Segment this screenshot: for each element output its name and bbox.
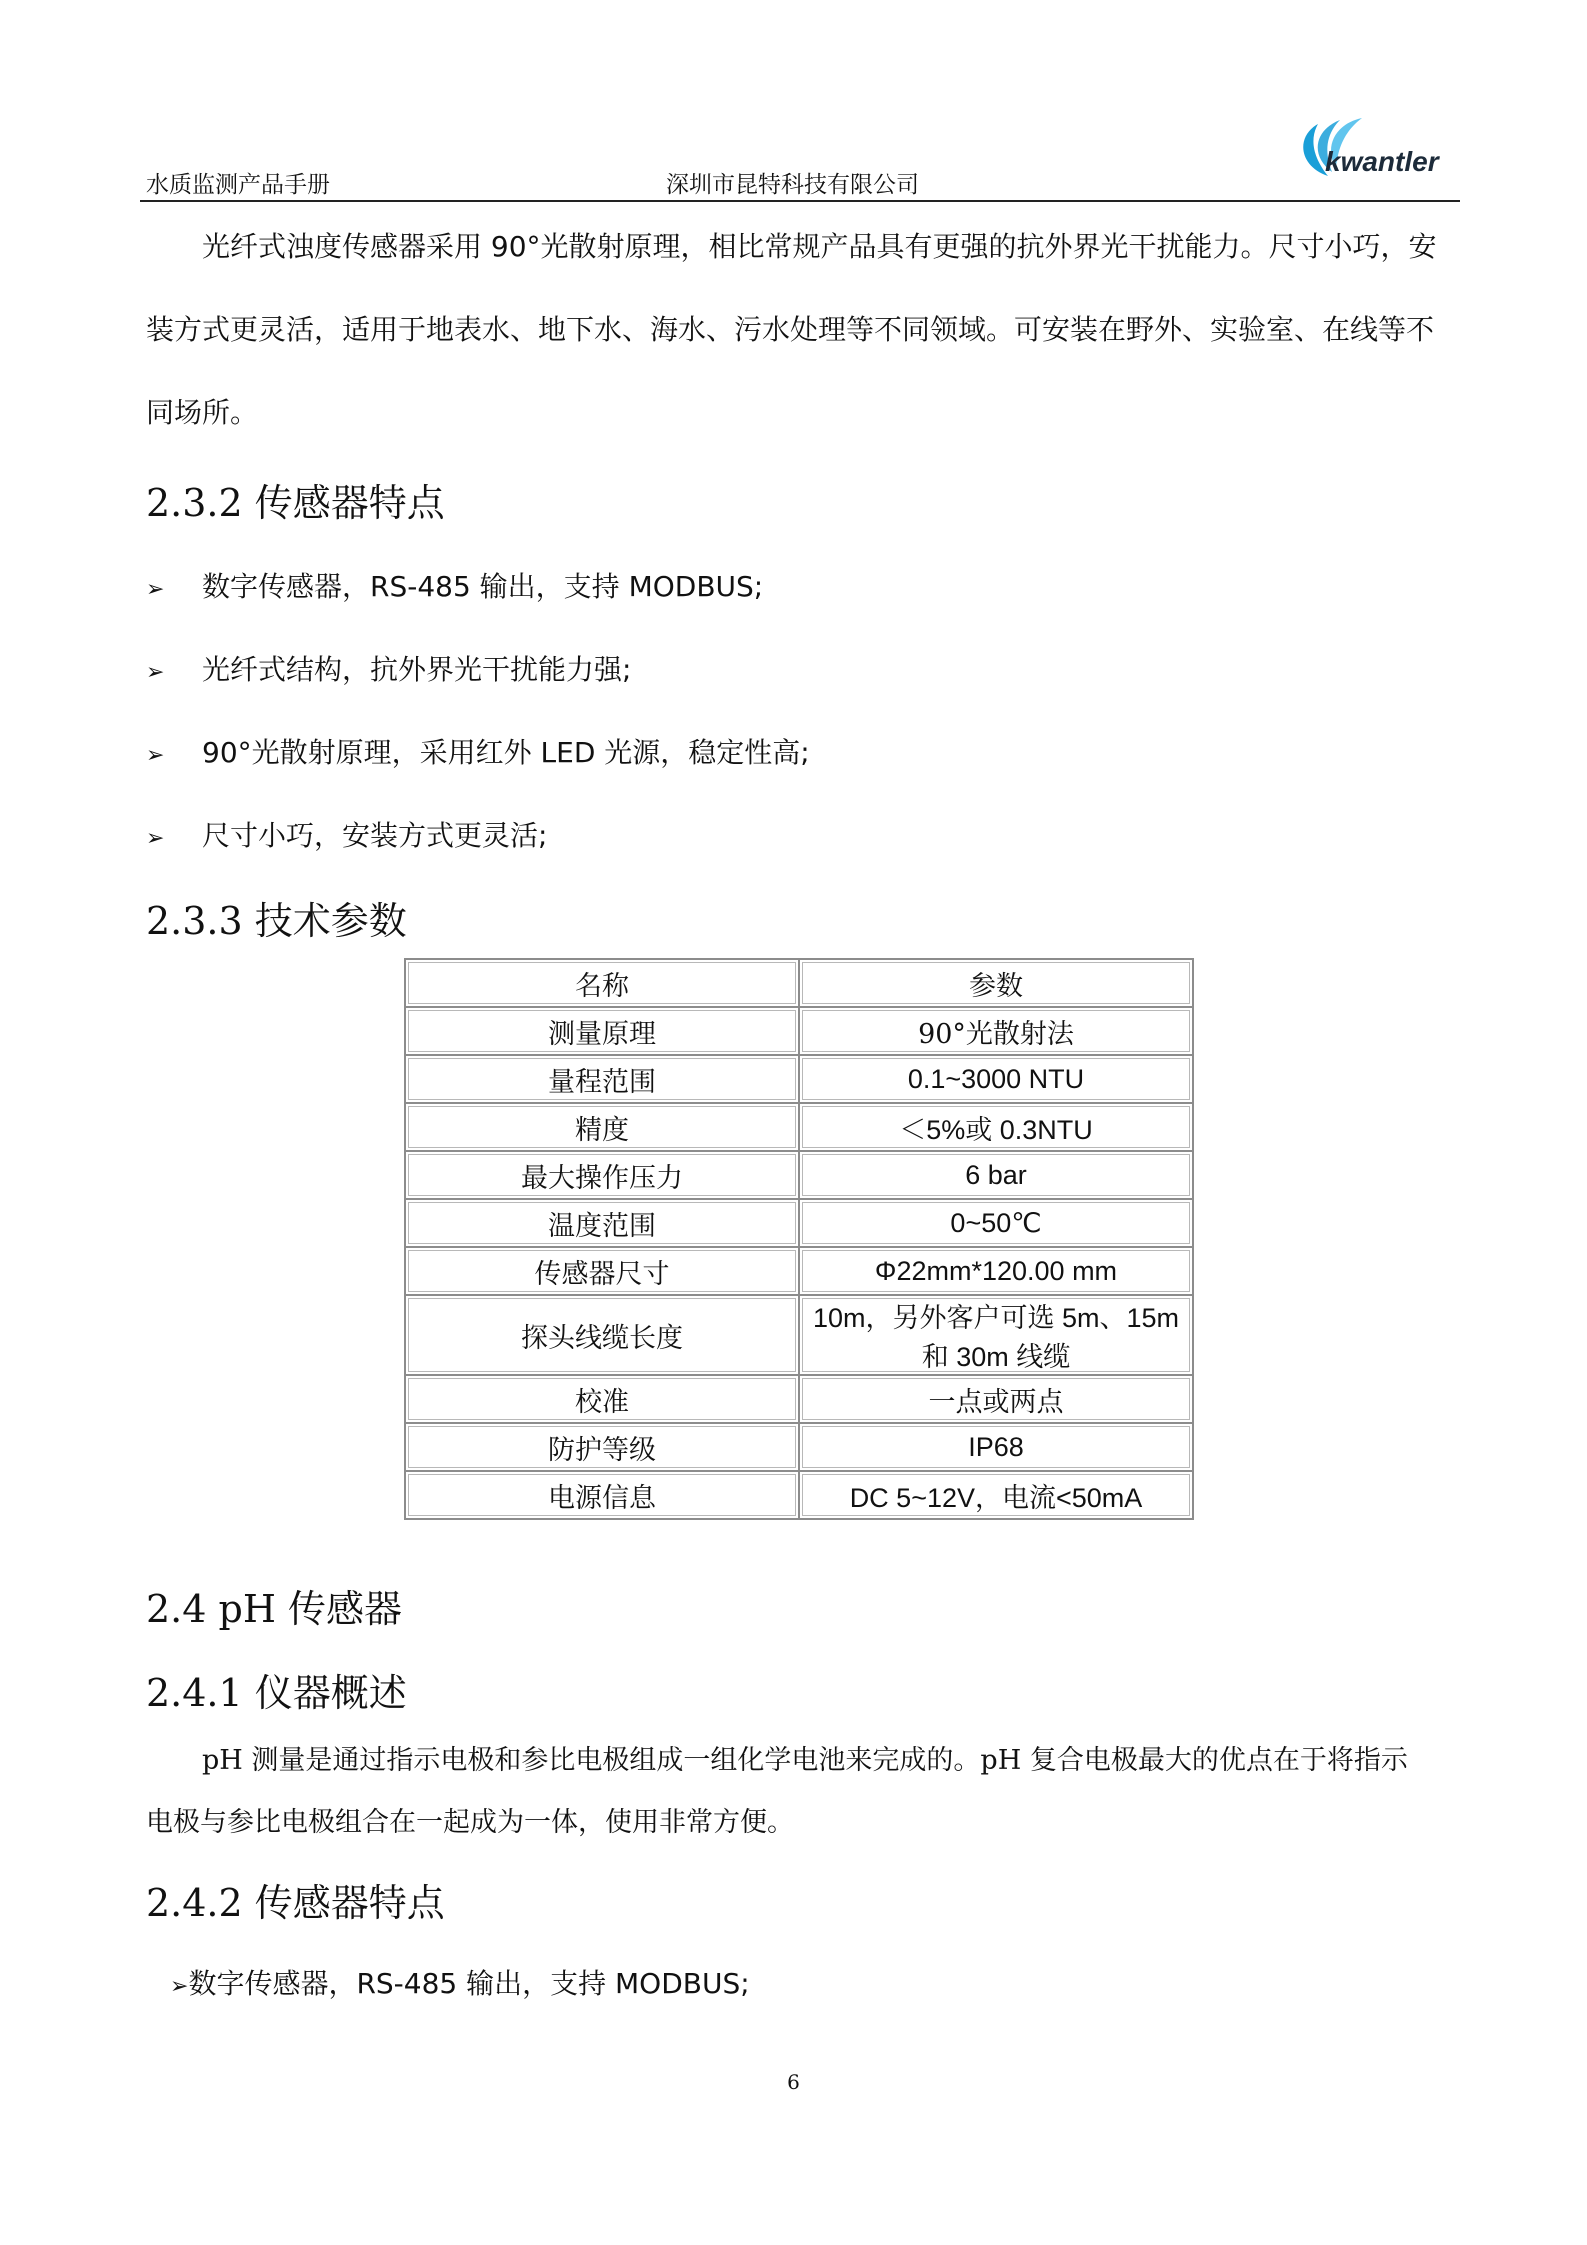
header-company-name: 深圳市昆特科技有限公司 (666, 172, 919, 198)
param-value: 90°光散射法 (799, 1007, 1193, 1055)
param-name: 防护等级 (405, 1423, 799, 1471)
param-value: IP68 (799, 1423, 1193, 1471)
table-row (405, 1471, 1193, 1519)
param-value: DC 5~12V，电流<50mA (799, 1471, 1193, 1519)
list-item (146, 814, 547, 854)
table-header-cell: 参数 (799, 959, 1193, 1007)
section-2-3-3-heading: 2.3.3 技术参数 (146, 899, 407, 943)
param-value: 0~50℃ (799, 1199, 1193, 1247)
param-name: 电源信息 (405, 1471, 799, 1519)
bullet-text: 光纤式结构，抗外界光干扰能力强; (202, 653, 632, 686)
param-name: 测量原理 (405, 1007, 799, 1055)
param-value: ＜5%或 0.3NTU (799, 1103, 1193, 1151)
table-row (405, 1375, 1193, 1423)
param-name: 探头线缆长度 (405, 1295, 799, 1375)
ph-overview-line-2: 电极与参比电极组合在一起成为一体，使用非常方便。 (146, 1807, 794, 1838)
param-name: 最大操作压力 (405, 1151, 799, 1199)
param-name: 校准 (405, 1375, 799, 1423)
table-row (405, 1295, 1193, 1375)
table-row (405, 1247, 1193, 1295)
param-value: 一点或两点 (799, 1375, 1193, 1423)
logo-wordmark: kwantler (1325, 146, 1439, 177)
section-2-3-2-heading: 2.3.2 传感器特点 (146, 481, 445, 525)
param-value: 6 bar (799, 1151, 1193, 1199)
table-row (405, 1007, 1193, 1055)
ph-overview-paragraph (146, 1730, 1462, 1854)
table-row (405, 1199, 1193, 1247)
section-2-4-1-heading: 2.4.1 仪器概述 (146, 1671, 407, 1715)
intro-paragraph (146, 205, 1462, 454)
arrow-bullet-icon: ➢ (146, 577, 165, 602)
list-item (170, 1962, 750, 2002)
bullet-text: 90°光散射原理，采用红外 LED 光源，稳定性高; (202, 736, 810, 769)
arrow-bullet-icon: ➢ (146, 826, 165, 851)
table-row (405, 1151, 1193, 1199)
bullet-text: 数字传感器，RS-485 输出，支持 MODBUS; (188, 1967, 750, 2000)
section-2-4-2-heading: 2.4.2 传感器特点 (146, 1881, 445, 1925)
list-item (146, 648, 631, 688)
param-name: 量程范围 (405, 1055, 799, 1103)
param-value: 10m，另外客户可选 5m、15m 和 30m 线缆 (799, 1295, 1193, 1375)
table-header-row (405, 959, 1193, 1007)
arrow-bullet-icon: ➢ (170, 1974, 189, 1999)
param-name: 精度 (405, 1103, 799, 1151)
intro-line-2: 装方式更灵活，适用于地表水、地下水、海水、污水处理等不同领域。可安装在野外、实验室、在线等不 (146, 313, 1435, 346)
table-row (405, 1423, 1193, 1471)
table-row (405, 1103, 1193, 1151)
intro-line-3: 同场所。 (146, 396, 259, 429)
technical-parameters-table (404, 958, 1194, 1520)
param-value: 0.1~3000 NTU (799, 1055, 1193, 1103)
param-name: 传感器尺寸 (405, 1247, 799, 1295)
page-number: 6 (787, 2070, 800, 2094)
arrow-bullet-icon: ➢ (146, 743, 165, 768)
arrow-bullet-icon: ➢ (146, 660, 165, 685)
section-2-4-heading: 2.4 pH 传感器 (146, 1587, 403, 1631)
bullet-text: 尺寸小巧，安装方式更灵活; (202, 819, 548, 852)
param-name: 温度范围 (405, 1199, 799, 1247)
table-row (405, 1055, 1193, 1103)
header-divider (140, 200, 1460, 202)
intro-line-1: 光纤式浊度传感器采用 90°光散射原理，相比常规产品具有更强的抗外界光干扰能力。尺寸小巧，安 (202, 230, 1437, 263)
table-header-cell: 名称 (405, 959, 799, 1007)
ph-overview-line-1: pH 测量是通过指示电极和参比电极组成一组化学电池来完成的。pH 复合电极最大的优点在于将指示 (202, 1745, 1408, 1776)
list-item (146, 731, 810, 771)
header-manual-title: 水质监测产品手册 (146, 172, 330, 198)
bullet-text: 数字传感器，RS-485 输出，支持 MODBUS; (202, 570, 764, 603)
list-item (146, 565, 763, 605)
param-value: Φ22mm*120.00 mm (799, 1247, 1193, 1295)
